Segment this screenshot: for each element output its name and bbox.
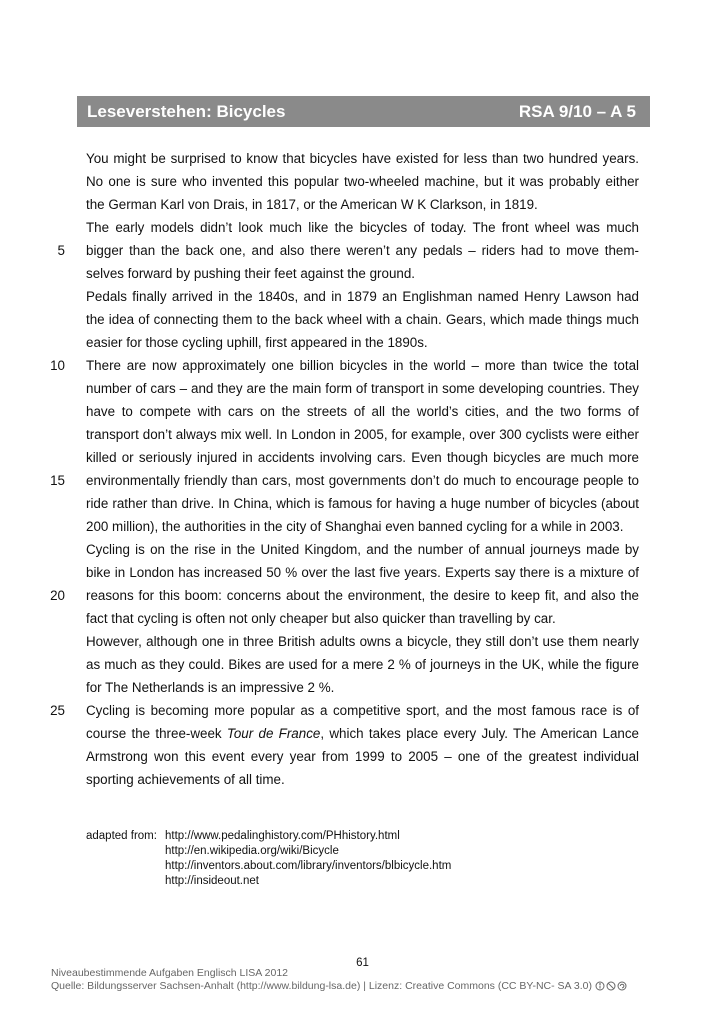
source-link[interactable]: http://insideout.net [165, 875, 259, 887]
text-line: No one is sure who invented this popular two-wheeled machine, but it was probably either [86, 174, 639, 189]
text-line: 200 million), the authorities in the city of Shanghai even banned cycling for a while in 2003. [86, 519, 624, 534]
footer-publication: Niveaubestimmende Aufgaben Englisch LISA 2012 [51, 967, 288, 979]
footer-license [51, 980, 627, 993]
text-segment: , which takes place every July. The American Lance [320, 726, 639, 741]
text-line: have to compete with cars on the streets of all the world’s cities, and the two forms of [86, 404, 639, 419]
cc-nc-icon [607, 982, 615, 990]
text-line: the idea of connecting them to the back wheel with a chain. Gears, which made things much [86, 312, 639, 327]
level-code: RSA 9/10 – A 5 [518, 101, 636, 121]
text-line: Cycling is becoming more popular as a competitive sport, and the most famous race is of [86, 703, 639, 718]
header-bar [77, 96, 650, 127]
cc-by-icon [596, 982, 604, 990]
line-number: 10 [50, 358, 65, 373]
text-line: However, although one in three British adults owns a bicycle, they still don’t use them nearly [86, 634, 639, 649]
text-line: environmentally friendly than cars, most governments don’t do much to encourage people to [86, 473, 639, 488]
text-line: as much as they could. Bikes are used for a mere 2 % of journeys in the UK, while the figure [86, 657, 639, 672]
page-number: 61 [356, 957, 369, 969]
line-number: 25 [50, 703, 65, 718]
text-line: transport don’t always mix well. In London in 2005, for example, over 300 cyclists were either [86, 427, 639, 442]
line-number: 5 [57, 243, 65, 258]
text-line: reasons for this boom: concerns about the environment, the desire to keep fit, and also the [86, 588, 639, 603]
footer-license-text: Quelle: Bildungsserver Sachsen-Anhalt (http://www.bildung-lsa.de) | Lizenz: Creative Commons (CC BY-NC- SA 3.0) [51, 980, 592, 992]
source-link[interactable]: http://inventors.about.com/library/inventors/blbicycle.htm [165, 860, 452, 872]
text-line: ride rather than drive. In China, which is famous for having a huge number of bicycles (about [86, 496, 639, 511]
source-link[interactable]: http://en.wikipedia.org/wiki/Bicycle [165, 845, 339, 857]
text-line: bike in London has increased 50 % over the last five years. Experts say there is a mixture of [86, 565, 639, 580]
page-title: Leseverstehen: Bicycles [87, 101, 286, 121]
cc-sa-icon [618, 982, 626, 990]
line-number: 15 [50, 473, 65, 488]
text-line: Pedals finally arrived in the 1840s, and in 1879 an Englishman named Henry Lawson had [86, 289, 639, 304]
source-link[interactable]: http://www.pedalinghistory.com/PHhistory.html [165, 830, 400, 842]
text-line [86, 725, 639, 742]
text-line: sporting achievements of all time. [86, 772, 285, 787]
text-line: You might be surprised to know that bicycles have existed for less than two hundred years. [86, 151, 639, 166]
text-line: number of cars – and they are the main form of transport in some developing countries. They [86, 381, 639, 396]
text-line: Cycling is on the rise in the United Kingdom, and the number of annual journeys made by [86, 542, 639, 557]
cc-license-icons [595, 981, 627, 991]
text-line: fact that cycling is often not only cheaper but also quicker than travelling by car. [86, 611, 556, 626]
text-line: killed or seriously injured in accidents involving cars. Even though bicycles are much more [86, 450, 639, 465]
text-line: The early models didn’t look much like the bicycles of today. The front wheel was much [86, 220, 639, 235]
line-number: 20 [50, 588, 65, 603]
text-line: bigger than the back one, and also there weren’t any pedals – riders had to move them- [86, 243, 639, 258]
text-segment: course the three-week [86, 726, 227, 741]
sources-label: adapted from: [86, 830, 157, 842]
text-line: easier for those cycling uphill, first appeared in the 1890s. [86, 335, 428, 350]
text-line: selves forward by pushing their feet against the ground. [86, 266, 416, 281]
text-line: Armstrong won this event every year from 1999 to 2005 – one of the greatest individual [86, 749, 639, 764]
text-line: the German Karl von Drais, in 1817, or the American W K Clarkson, in 1819. [86, 197, 538, 212]
race-title: Tour de France [226, 726, 321, 741]
text-line: There are now approximately one billion bicycles in the world – more than twice the total [86, 358, 639, 373]
text-line: for The Netherlands is an impressive 2 %. [86, 680, 335, 695]
